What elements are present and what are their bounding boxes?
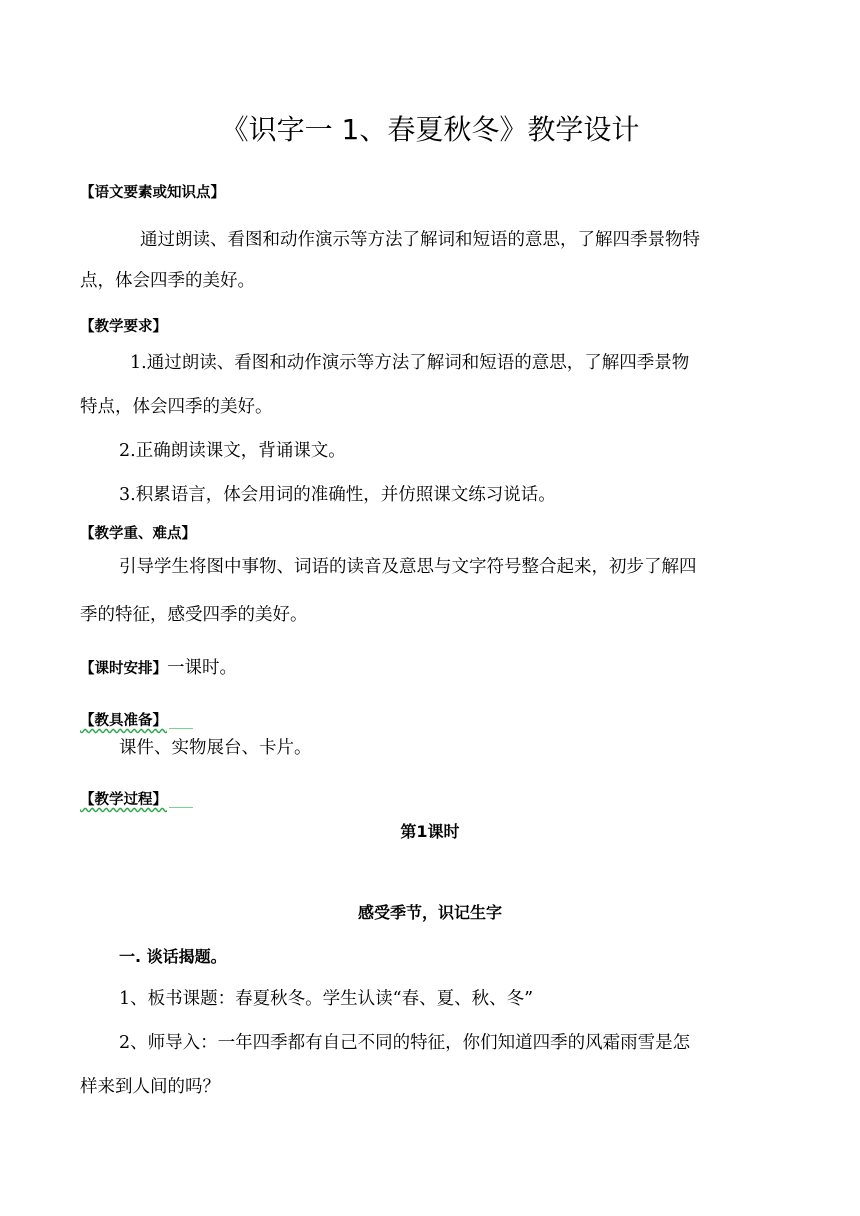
step-heading: 一. 谈话揭题。 (119, 947, 227, 966)
list-item: 1、板书课题：春夏秋冬。学生认读“春、夏、秋、冬” (119, 989, 534, 1009)
paragraph-line: 季的特征，感受四季的美好。 (80, 605, 308, 625)
paragraph-line: 样来到人间的吗？ (80, 1077, 220, 1097)
list-item: 3.积累语言，体会用词的准确性，并仿照课文练习说话。 (119, 485, 556, 505)
section-label-requirements: 【教学要求】 (80, 319, 167, 335)
sub-heading: 感受季节，识记生字 (357, 903, 502, 922)
materials-text: 课件、实物展台、卡片。 (119, 738, 312, 758)
materials-label-row (80, 709, 193, 730)
process-label-row (80, 788, 193, 809)
paragraph-line: 点，体会四季的美好。 (80, 271, 255, 291)
document-title: 《识字一 1、春夏秋冬》教学设计 (220, 113, 640, 146)
section-label-keypoints: 【教学重、难点】 (80, 526, 196, 542)
list-item: 1.通过朗读、看图和动作演示等方法了解词和短语的意思，了解四季景物 (130, 353, 690, 373)
section-label-schedule: 【课时安排】 (80, 661, 167, 677)
paragraph-line: 引导学生将图中事物、词语的读音及意思与文字符号整合起来，初步了解四 (119, 557, 697, 577)
list-item: 2、师导入：一年四季都有自己不同的特征，你们知道四季的风霜雨雪是怎 (119, 1033, 691, 1053)
schedule-row (80, 654, 237, 679)
lesson-heading: 第1课时 (400, 822, 460, 841)
schedule-text: 一课时。 (167, 658, 237, 678)
underline-mark (169, 807, 193, 808)
underline-mark (169, 728, 193, 729)
paragraph-line: 通过朗读、看图和动作演示等方法了解词和短语的意思，了解四季景物特 (140, 230, 700, 250)
section-label-elements: 【语文要素或知识点】 (80, 185, 225, 201)
section-label-materials: 【教具准备】 (80, 713, 167, 729)
section-label-process: 【教学过程】 (80, 792, 167, 808)
list-item: 2.正确朗读课文，背诵课文。 (119, 441, 346, 461)
paragraph-line: 特点，体会四季的美好。 (80, 397, 273, 417)
